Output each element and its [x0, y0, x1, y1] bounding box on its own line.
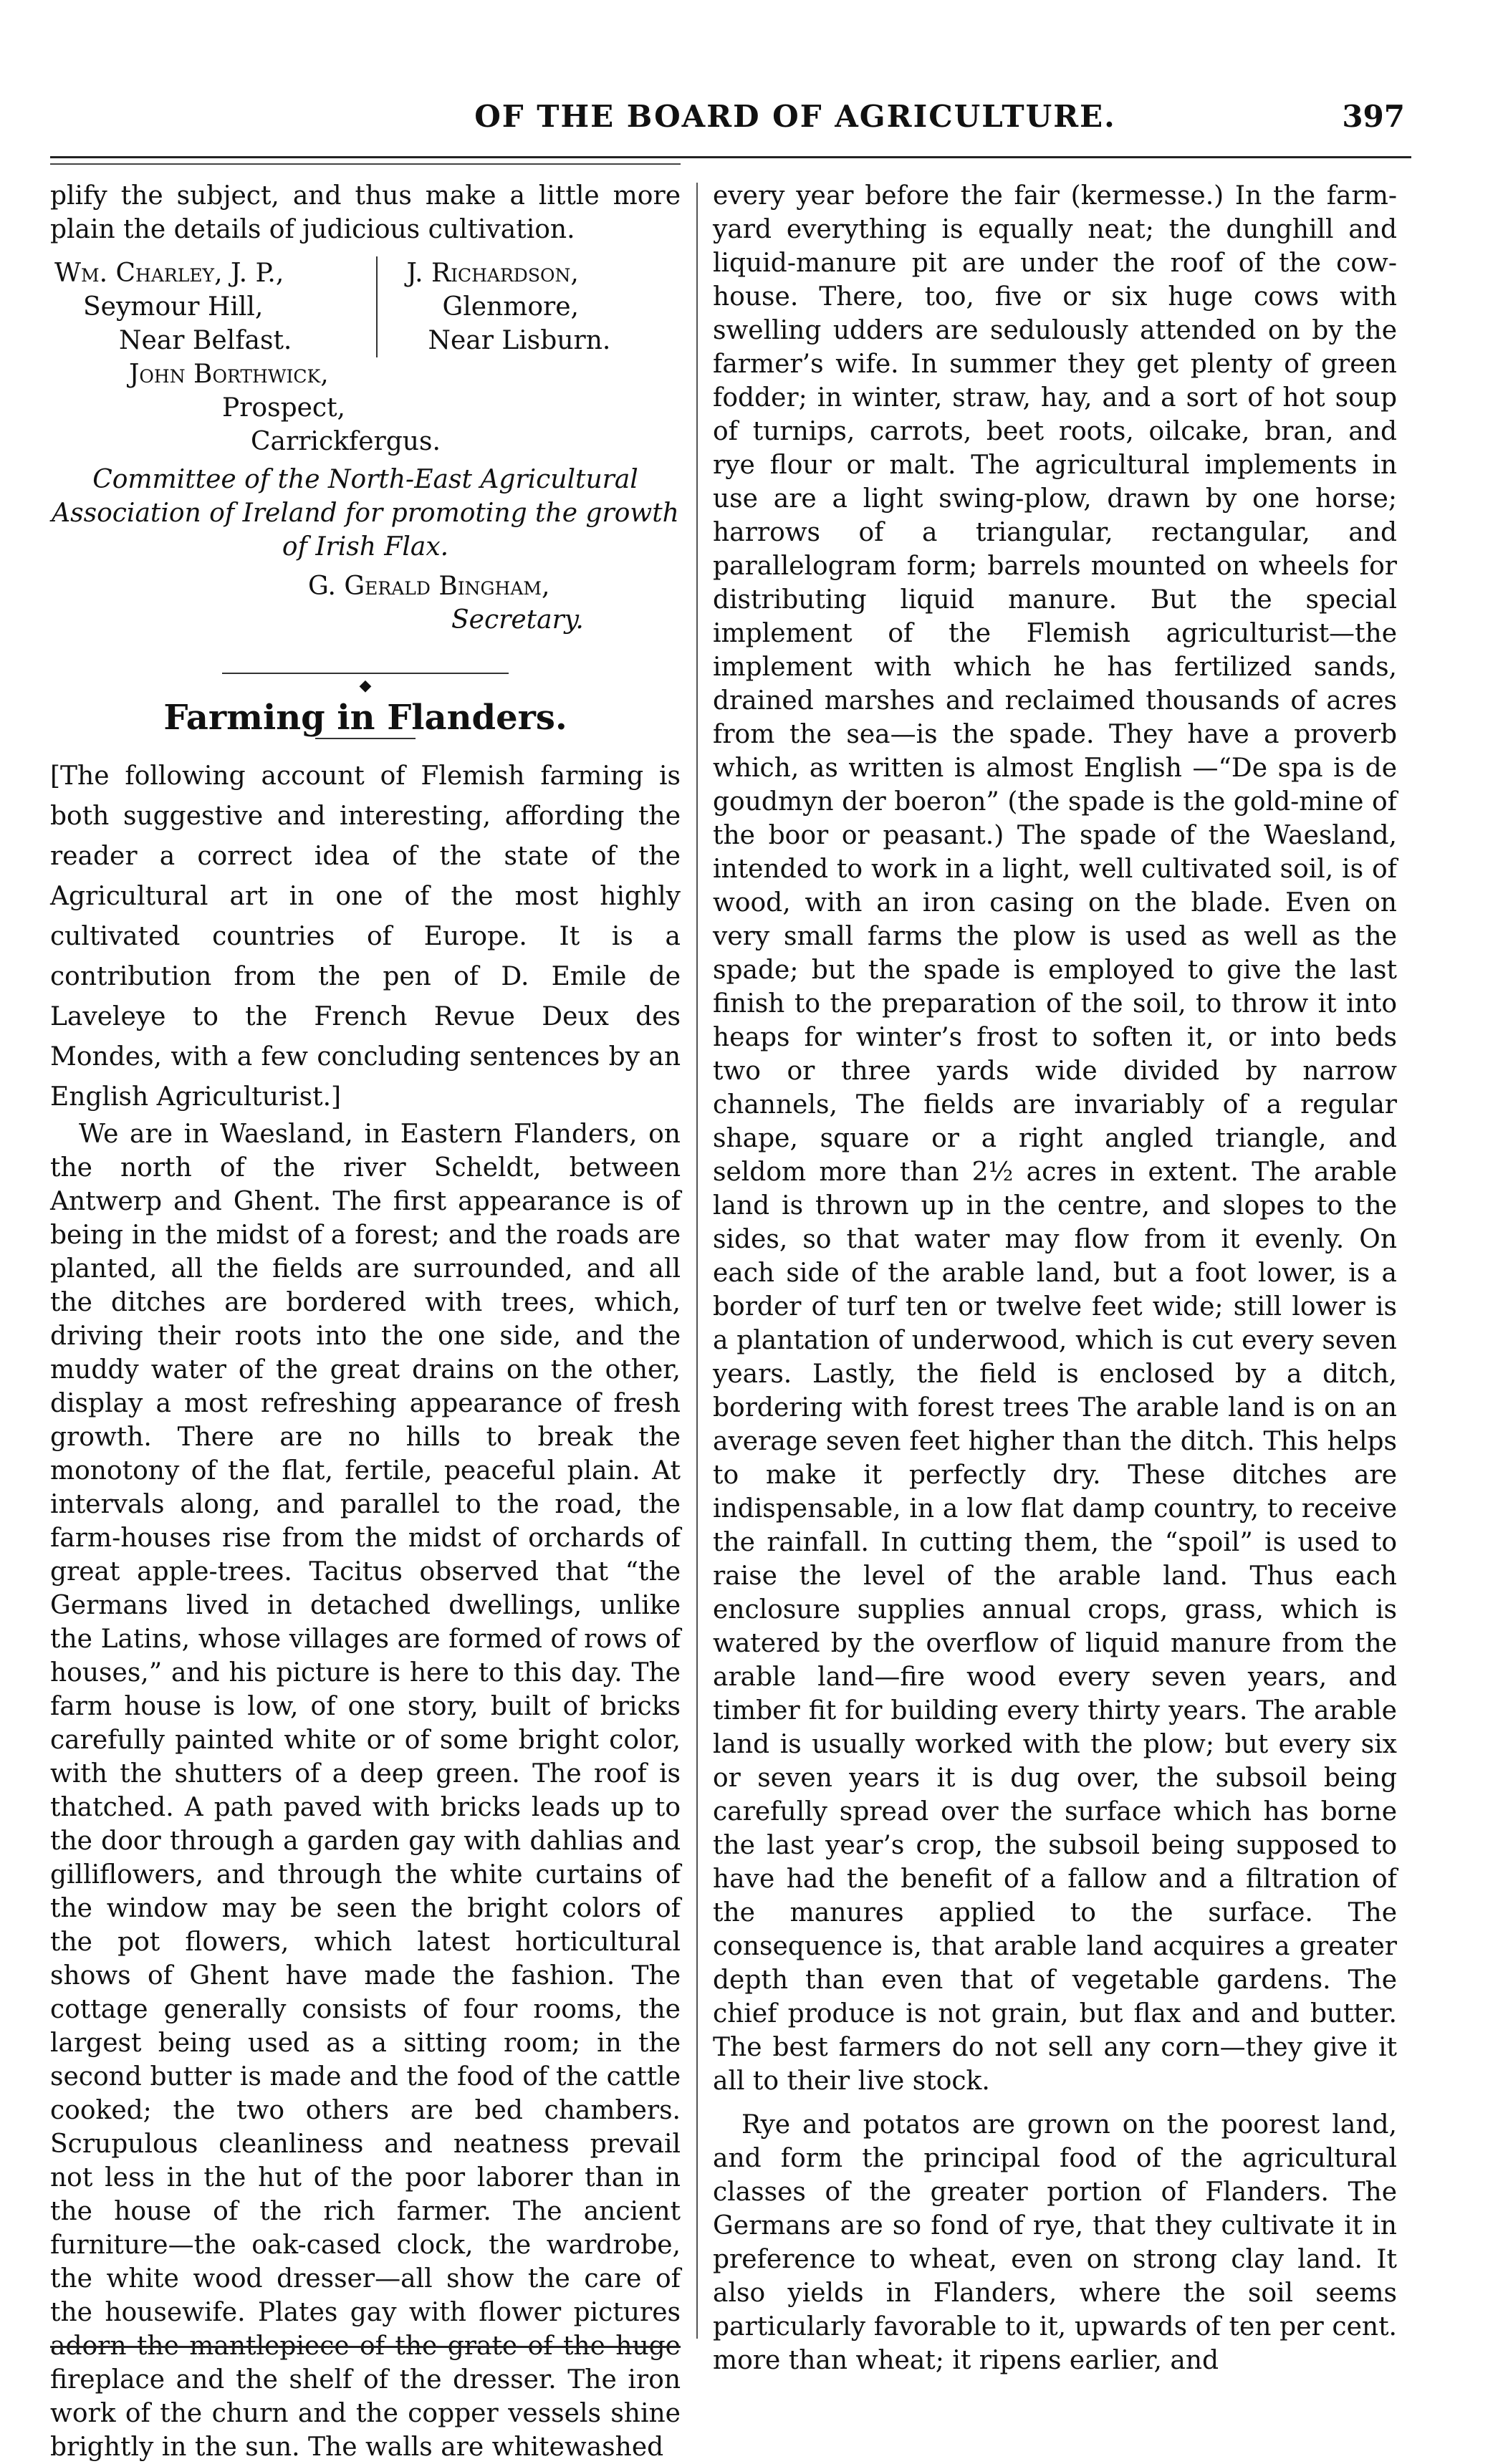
signatory-town: Carrickfergus. [251, 427, 441, 456]
signatory-borthwick [50, 357, 681, 458]
article-paragraph: Rye and potatos are grown on the poorest land, and form the principal food of the agricultural classes of the greater portion of Flanders. The Germans are so fond of rye, that they cultivate it in preference to wheat, even on strong clay land. It also yields in Flanders, where the soil seems particularly favorable to it, upwards of ten per cent. more than wheat; it ripens earlier, and [713, 2110, 1397, 2375]
column-divider [696, 183, 698, 2339]
running-head: OF THE BOARD OF AGRICULTURE. [474, 99, 1116, 134]
signatory-place: Seymour Hill, [83, 292, 264, 322]
signatory-name: Wm. Charley, J. P., [54, 259, 284, 288]
section-ornament [50, 665, 681, 695]
header-rule-secondary [50, 163, 681, 165]
committee-note: Committee of the North-East Agricultural Association of Ireland for promoting the growth of Irish Flax. [52, 465, 679, 562]
footer-rule [50, 2346, 681, 2348]
signatory-name: J. Richardson, [406, 259, 579, 288]
diamond-icon: ◆ [355, 677, 376, 695]
signatory-charley [50, 256, 378, 357]
signatories [50, 256, 681, 357]
article-paragraph: We are in Waesland, in Eastern Flanders, on the north of the river Scheldt, between Antwerp and Ghent. The first appearance is of being in the midst of a forest; and the roads are planted, all the fields are surrounded, and all the ditches are bordered with trees, which, driving their roots into the one side, and the muddy water of the great drains on the other, display a most refreshing appearance of fresh growth. There are no hills to break the monotony of the flat, fertile, peaceful plain. At intervals along, and parallel to the road, the farm-houses rise from the midst of orchards of great apple-trees. Tacitus observed that “the Germans lived in detached dwellings, unlike the Latins, whose villages are formed of rows of houses,” and his picture is here to this day. The farm house is low, of one story, built of bricks carefully painted white or of some bright color, with the shutters of a deep green. The roof is thatched. A path paved with bricks leads up to the door through a garden gay with dahlias and gilliflowers, and through the white curtains of the window may be seen the bright colors of the pot flowers, which latest horticultural shows of Ghent have made the fashion. The cottage generally consists of four rooms, the largest being used as a sitting room; in the second butter is made and the food of the cattle cooked; the two others are bed chambers. Scrupulous cleanliness and neatness prevail not less in the hut of the poor laborer than in the house of the rich farmer. The ancient furniture—the oak-cased clock, the wardrobe, the white wood dresser—all show the care of the housewife. Plates gay with flower pictures adorn the mantlepiece of the grate of the huge fireplace and the shelf of the dresser. The iron work of the churn and the copper vessels shine brightly in the sun. The walls are whitewashed [50, 1120, 681, 2462]
left-column [50, 179, 681, 2464]
article-paragraph: every year before the fair (kermesse.) In the farm-yard everything is equally neat; the dunghill and liquid-manure pit are under the roof of the cow-house. There, too, five or six huge cows with swelling udders are sedulously attended on by the farmer’s wife. In summer they get plenty of green fodder; in winter, straw, hay, and a sort of hot soup of turnips, carrots, beet roots, oilcake, bran, and rye flour or malt. The agricultural implements in use are a light swing-plow, drawn by one horse; harrows of a triangular, rectangular, and parallelogram form; barrels mounted on wheels for distributing liquid manure. But the special implement of the Flemish agriculturist—the implement with which he has fertilized sands, drained marshes and reclaimed thousands of acres from the sea—is the spade. They have a proverb which, as written is almost English —“De spa is de goudmyn der boeron” (the spade is the gold-mine of the boor or peasant.) The spade of the Waesland, intended to work in a light, well cultivated soil, is of wood, with an iron casing on the blade. Even on very small farms the plow is used as well as the spade; but the spade is employed to give the last finish to the preparation of the soil, to throw it into heaps for winter’s frost to soften it, or into beds two or three yards wide divided by narrow channels, The fields are invariably of a regular shape, square or a right angled triangle, and seldom more than 2½ acres in extent. The arable land is thrown up in the centre, and slopes to the sides, so that water may flow from it evenly. On each side of the arable land, but a foot lower, is a border of turf ten or twelve feet wide; still lower is a plantation of underwood, which is cut every seven years. Lastly, the field is enclosed by a ditch, bordering with forest trees The arable land is on an average seven feet higher than the ditch. This helps to make it perfectly dry. These ditches are indispensable, in a low flat damp country, to receive the rainfall. In cutting them, the “spoil” is used to raise the level of the arable land. Thus each enclosure supplies annual crops, grass, which is watered by the overflow of liquid manure from the arable land—fire wood every seven years, and timber fit for building every thirty years. The arable land is usually worked with the plow; but every six or seven years it is dug over, the subsoil being carefully spread over the surface which has borne the last year’s crop, the subsoil being supposed to have had the benefit of a fallow and a filtration of the manures applied to the surface. The consequence is, that arable land acquires a greater depth than even that of vegetable gardens. The chief produce is not grain, but flax and and butter. The best farmers do not sell any corn—they give it all to their live stock. [713, 181, 1397, 2096]
signatory-town: Near Belfast. [119, 326, 292, 355]
signatory-town: Near Lisburn. [428, 326, 611, 355]
title-rule [315, 738, 416, 739]
article-title: Farming in Flanders. [163, 698, 567, 738]
signatory-richardson [378, 256, 681, 357]
page-number: 397 [1342, 99, 1405, 134]
header-rule [50, 156, 1411, 158]
opening-paragraph: plify the subject, and thus make a little more plain the details of judicious cultivation. [50, 181, 681, 244]
signatory-place: Glenmore, [442, 292, 579, 322]
right-column [713, 179, 1397, 2377]
article-intro: [The following account of Flemish farming is both suggestive and interesting, affording the reader a correct idea of the state of the Agricultural art in one of the most highly cultivated countries of Europe. It is a contribution from the pen of D. Emile de Laveleye to the French Revue Deux des Mondes, with a few concluding sentences by an English Agriculturist.] [50, 761, 681, 1112]
secretary-name: G. Gerald Bingham, [308, 572, 550, 601]
signatory-place: Prospect, [222, 393, 346, 423]
signatory-name: John Borthwick, [129, 360, 329, 389]
secretary-title: Secretary. [451, 605, 584, 635]
